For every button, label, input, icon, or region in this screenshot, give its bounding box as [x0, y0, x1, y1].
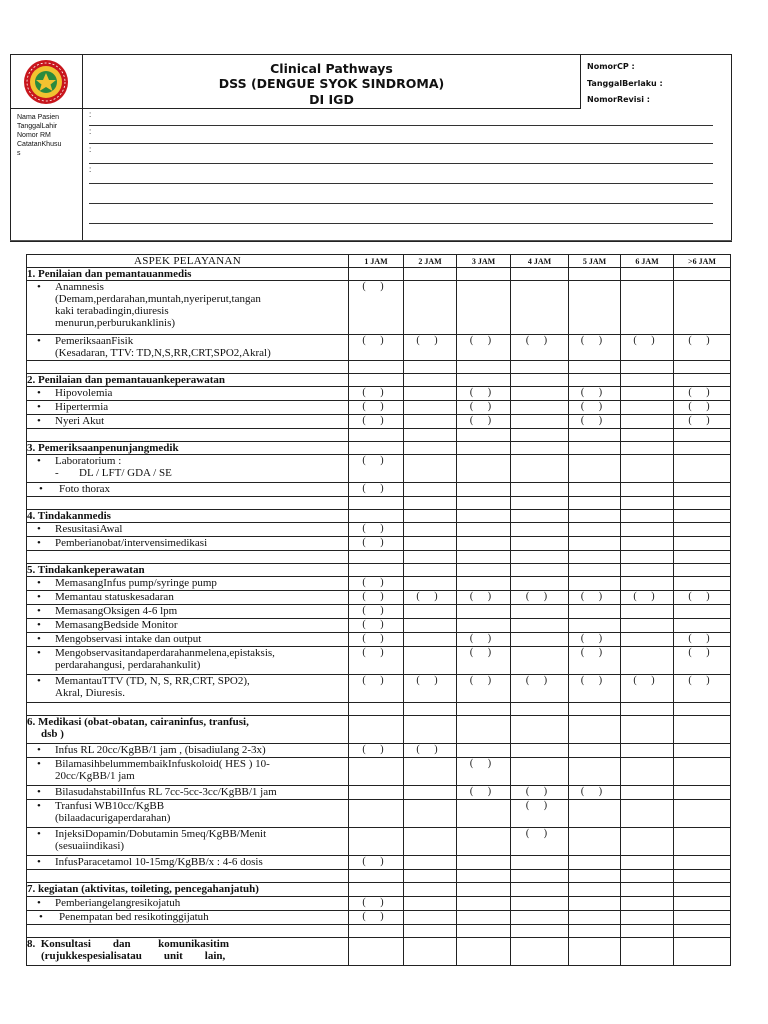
table-row [27, 415, 731, 429]
bullet-icon: • [37, 591, 41, 603]
bullet-icon: • [39, 911, 43, 923]
bullet-icon: • [37, 800, 41, 812]
check-box[interactable]: ( ) [674, 335, 731, 361]
check-box[interactable]: ( ) [457, 401, 511, 415]
nomor-revisi-label: NomorRevisi : [587, 95, 650, 104]
aspek-header: ASPEK PELAYANAN [27, 255, 349, 268]
bullet-icon: • [37, 605, 41, 617]
patient-name-label: Nama Pasien [17, 114, 60, 121]
bullet-icon: • [37, 335, 41, 347]
item-infus-pump: • MemasangInfus pump/syringe pump [27, 577, 349, 591]
table-row [27, 401, 731, 415]
check-box[interactable]: ( ) [569, 786, 621, 800]
time-header: 2 JAM [404, 255, 457, 268]
table-row [27, 281, 731, 335]
table-row [27, 619, 731, 633]
section-title: 6. Medikasi (obat-obatan, cairaninfus, tranfusi, dsb ) [27, 716, 349, 744]
check-box[interactable]: ( ) [349, 523, 404, 537]
check-box[interactable]: ( ) [349, 401, 404, 415]
check-box[interactable]: ( ) [349, 619, 404, 633]
bullet-icon: • [37, 633, 41, 645]
item-laboratorium: • Laboratorium : - DL / LFT/ GDA / SE [27, 455, 349, 483]
table-row [27, 786, 731, 800]
bullet-icon: • [37, 758, 41, 770]
item-dopamin: • InjeksiDopamin/Dobutamin 5meq/KgBB/Menit (sesuaiindikasi) [27, 828, 349, 856]
check-box[interactable]: ( ) [674, 647, 731, 675]
spacer-row [27, 497, 731, 510]
bullet-icon: • [37, 281, 41, 293]
section-row [27, 564, 731, 577]
check-box[interactable]: ( ) [349, 856, 404, 870]
table-row [27, 800, 731, 828]
check-box[interactable]: ( ) [404, 675, 457, 703]
spacer-row [27, 429, 731, 442]
table-row [27, 537, 731, 551]
patient-fill-lines [83, 109, 731, 241]
table-row [27, 911, 731, 925]
time-header: 5 JAM [569, 255, 621, 268]
table-header-row [27, 255, 731, 268]
check-box[interactable]: ( ) [457, 675, 511, 703]
pathway-title [83, 55, 581, 109]
table-row [27, 647, 731, 675]
item-resusitasi: • ResusitasiAwal [27, 523, 349, 537]
check-box[interactable]: ( ) [457, 786, 511, 800]
check-box[interactable]: ( ) [569, 401, 621, 415]
medical-record-field[interactable] [89, 163, 713, 164]
check-box[interactable]: ( ) [569, 591, 621, 605]
table-row [27, 387, 731, 401]
section-row [27, 442, 731, 455]
item-foto-thorax: • Foto thorax [27, 483, 349, 497]
section-title: 2. Penilaian dan pemantauankeperawatan [27, 374, 349, 387]
item-oksigen: • MemasangOksigen 4-6 lpm [27, 605, 349, 619]
check-box[interactable]: ( ) [457, 647, 511, 675]
check-box[interactable]: ( ) [349, 897, 404, 911]
notes-line[interactable] [89, 223, 713, 224]
item-bedside-monitor: • MemasangBedside Monitor [27, 619, 349, 633]
birth-date-field[interactable] [89, 143, 713, 144]
bullet-icon: • [37, 647, 41, 659]
bullet-icon: • [37, 828, 41, 840]
bullet-icon: • [37, 401, 41, 413]
item-status-kesadaran: • Memantau statuskesadaran [27, 591, 349, 605]
table-row [27, 605, 731, 619]
check-box[interactable]: ( ) [349, 281, 404, 335]
table-row [27, 483, 731, 497]
table-row [27, 744, 731, 758]
item-memantau-ttv: • MemantauTTV (TD, N, S, RR,CRT, SPO2), Akral, Diuresis. [27, 675, 349, 703]
item-anamnesis: • Anamnesis (Demam,perdarahan,muntah,nyeriperut,tangan kaki terabadingin,diuresis menurun,perburukanklinis) [27, 281, 349, 335]
section-row [27, 938, 731, 966]
spacer-row [27, 361, 731, 374]
title-line-1: Clinical Pathways [270, 61, 393, 76]
check-box[interactable]: ( ) [511, 800, 569, 828]
check-box[interactable]: ( ) [569, 335, 621, 361]
section-title: 7. kegiatan (aktivitas, toileting, pencegahanjatuh) [27, 883, 349, 897]
check-box[interactable]: ( ) [457, 415, 511, 429]
check-box[interactable]: ( ) [349, 591, 404, 605]
check-box[interactable]: ( ) [349, 577, 404, 591]
section-row [27, 883, 731, 897]
item-pemeriksaan-fisik: • PemeriksaanFisik (Kesadaran, TTV: TD,N,S,RR,CRT,SPO2,Akral) [27, 335, 349, 361]
pathway-header [10, 54, 732, 242]
check-box[interactable]: ( ) [349, 455, 404, 483]
special-notes-label-cont: s [17, 150, 21, 157]
check-box[interactable]: ( ) [457, 387, 511, 401]
table-row [27, 523, 731, 537]
item-pemberian-obat: • Pemberianobat/intervensimedikasi [27, 537, 349, 551]
spacer-row [27, 551, 731, 564]
check-box[interactable]: ( ) [349, 387, 404, 401]
section-title: 5. Tindakankeperawatan [27, 564, 349, 577]
time-header: >6 JAM [674, 255, 731, 268]
item-hipertermia: • Hipertermia [27, 401, 349, 415]
check-box[interactable]: ( ) [349, 335, 404, 361]
check-box[interactable]: ( ) [349, 744, 404, 758]
tanggal-berlaku-label: TanggalBerlaku : [587, 79, 663, 88]
colon: : [89, 145, 92, 154]
special-notes-field[interactable] [89, 183, 713, 184]
check-box[interactable]: ( ) [457, 335, 511, 361]
bullet-icon: • [37, 415, 41, 427]
time-header: 3 JAM [457, 255, 511, 268]
check-box[interactable]: ( ) [511, 828, 569, 856]
check-box[interactable]: ( ) [349, 415, 404, 429]
check-box[interactable]: ( ) [404, 335, 457, 361]
bullet-icon: • [37, 675, 41, 687]
bullet-icon: • [39, 483, 43, 495]
check-box[interactable]: ( ) [349, 647, 404, 675]
patient-labels [11, 109, 83, 241]
item-infus-koloid: • BilamasihbelummembaikInfuskoloid( HES ) 10- 20cc/KgBB/1 jam [27, 758, 349, 786]
table-row [27, 675, 731, 703]
bullet-icon: • [37, 577, 41, 589]
table-row [27, 856, 731, 870]
title-line-2: DSS (DENGUE SYOK SINDROMA) [218, 76, 445, 91]
table-row [27, 335, 731, 361]
table-row [27, 455, 731, 483]
check-box[interactable]: ( ) [569, 387, 621, 401]
check-box[interactable]: ( ) [674, 633, 731, 647]
medical-record-label: Nomor RM [17, 132, 51, 139]
check-box[interactable]: ( ) [621, 675, 674, 703]
item-tanda-perdarahan: • Mengobservasitandaperdarahanmelena,epistaksis, perdarahangusi, perdarahankulit) [27, 647, 349, 675]
colon: : [89, 165, 92, 174]
section-row [27, 268, 731, 281]
check-box[interactable]: ( ) [457, 591, 511, 605]
check-box[interactable]: ( ) [349, 537, 404, 551]
logo-cell [11, 55, 83, 109]
patient-name-field[interactable] [89, 125, 713, 126]
table-row [27, 897, 731, 911]
check-box[interactable]: ( ) [511, 591, 569, 605]
item-bed-resiko: • Penempatan bed resikotinggijatuh [27, 911, 349, 925]
table-row [27, 577, 731, 591]
title-line-3: DI IGD [309, 92, 354, 107]
check-box[interactable]: ( ) [349, 483, 404, 497]
section-title: 4. Tindakanmedis [27, 510, 349, 523]
check-box[interactable]: ( ) [569, 415, 621, 429]
item-gelang-resiko: • Pemberiangelangresikojatuh [27, 897, 349, 911]
check-box[interactable]: ( ) [569, 675, 621, 703]
table-row [27, 633, 731, 647]
check-box[interactable]: ( ) [349, 633, 404, 647]
item-paracetamol: • InfusParacetamol 10-15mg/KgBB/x : 4-6 dosis [27, 856, 349, 870]
time-header: 6 JAM [621, 255, 674, 268]
item-hipovolemia: • Hipovolemia [27, 387, 349, 401]
check-box[interactable]: ( ) [349, 911, 404, 925]
bullet-icon: • [37, 897, 41, 909]
time-header: 1 JAM [349, 255, 404, 268]
document-meta [581, 55, 731, 109]
pathway-checklist-table [26, 254, 731, 966]
item-infus-stabil: • BilasudahstabilInfus RL 7cc-5cc-3cc/KgBB/1 jam [27, 786, 349, 800]
check-box[interactable]: ( ) [511, 335, 569, 361]
spacer-row [27, 703, 731, 716]
check-box[interactable]: ( ) [569, 647, 621, 675]
section-row [27, 374, 731, 387]
item-nyeri-akut: • Nyeri Akut [27, 415, 349, 429]
section-title: 3. Pemeriksaanpenunjangmedik [27, 442, 349, 455]
item-infus-rl: • Infus RL 20cc/KgBB/1 jam , (bisadiulang 2-3x) [27, 744, 349, 758]
check-box[interactable]: ( ) [457, 758, 511, 786]
bullet-icon: • [37, 619, 41, 631]
section-title: 8. Konsultasi dan komunikasitim (rujukkespesialisatau unit lain, [27, 938, 349, 966]
spacer-row [27, 870, 731, 883]
check-box[interactable]: ( ) [674, 415, 731, 429]
check-box[interactable]: ( ) [674, 387, 731, 401]
check-box[interactable]: ( ) [349, 605, 404, 619]
bullet-icon: • [37, 523, 41, 535]
item-tranfusi: • Tranfusi WB10cc/KgBB (bilaadacurigaperdarahan) [27, 800, 349, 828]
bullet-icon: • [37, 537, 41, 549]
section-row [27, 716, 731, 744]
check-box[interactable]: ( ) [457, 633, 511, 647]
bullet-icon: • [37, 856, 41, 868]
hospital-logo-icon [23, 59, 69, 105]
bullet-icon: • [37, 455, 41, 467]
check-box[interactable]: ( ) [621, 591, 674, 605]
divider-rule [10, 240, 732, 241]
spacer-row [27, 925, 731, 938]
birth-date-label: TanggalLahir [17, 123, 58, 130]
colon: : [89, 127, 92, 136]
check-box[interactable]: ( ) [569, 633, 621, 647]
check-box[interactable]: ( ) [674, 675, 731, 703]
check-box[interactable]: ( ) [511, 786, 569, 800]
check-box[interactable]: ( ) [674, 401, 731, 415]
notes-line[interactable] [89, 203, 713, 204]
special-notes-label: CatatanKhusu [17, 141, 62, 148]
check-box[interactable]: ( ) [404, 591, 457, 605]
check-box[interactable]: ( ) [404, 744, 457, 758]
bullet-icon: • [37, 786, 41, 798]
check-box[interactable]: ( ) [621, 335, 674, 361]
table-row [27, 758, 731, 786]
colon: : [89, 110, 92, 119]
check-box[interactable]: ( ) [674, 591, 731, 605]
table-row [27, 828, 731, 856]
nomor-cp-label: NomorCP : [587, 62, 635, 71]
section-title: 1. Penilaian dan pemantauanmedis [27, 268, 349, 281]
check-box[interactable]: ( ) [349, 675, 404, 703]
item-intake-output: • Mengobservasi intake dan output [27, 633, 349, 647]
table-row [27, 591, 731, 605]
bullet-icon: • [37, 744, 41, 756]
bullet-icon: • [37, 387, 41, 399]
time-header: 4 JAM [511, 255, 569, 268]
check-box[interactable]: ( ) [511, 675, 569, 703]
section-row [27, 510, 731, 523]
